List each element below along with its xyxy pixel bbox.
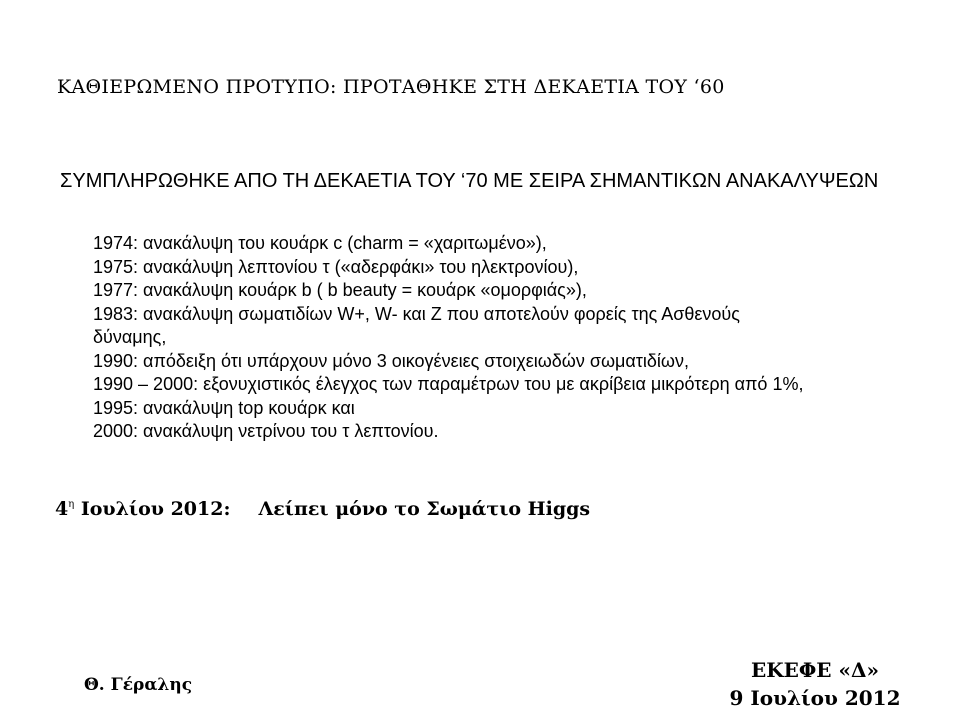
discovery-item-2000	[93, 420, 953, 444]
discovery-item-1990	[93, 350, 953, 374]
event-date: 9 Ιουλίου 2012	[729, 686, 901, 710]
author-name: Θ. Γέραλης	[84, 675, 193, 695]
discoveries-list	[93, 232, 953, 444]
discovery-item-1977	[93, 279, 953, 303]
higgs-statement: Λείπει μόνο το Σωμάτιο Higgs	[258, 498, 591, 520]
discovery-item-1975	[93, 256, 953, 280]
higgs-date-ordinal: η	[68, 499, 75, 510]
event-name: ΕΚΕΦΕ «Δ»	[750, 658, 880, 682]
discovery-text: 1983: ανακάλυψη σωματιδίων W+, W- και Z που αποτελούν φορείς της Ασθενούς	[93, 303, 740, 324]
higgs-date-rest: Ιουλίου 2012:	[80, 498, 231, 520]
discovery-item-1983	[93, 303, 953, 350]
discovery-text: 1977: ανακάλυψη κουάρκ b ( b beauty = κουάρκ «ομορφιάς»),	[93, 280, 587, 300]
higgs-statement-line	[55, 498, 590, 520]
event-block	[720, 656, 910, 712]
discovery-item-1990-2000	[93, 373, 953, 397]
discovery-text: 1995: ανακάλυψη top κουάρκ και	[93, 397, 355, 418]
discovery-text: 2000: ανακάλυψη νετρίνου του τ λεπτονίου.	[93, 421, 439, 441]
discovery-text: 1974: ανακάλυψη του κουάρκ c (charm = «χαριτωμένο»),	[93, 233, 547, 253]
discovery-text: 1975: ανακάλυψη λεπτονίου τ («αδερφάκι» του ηλεκτρονίου),	[93, 256, 579, 277]
discovery-text: 1990: απόδειξη ότι υπάρχουν μόνο 3 οικογένειες στοιχειωδών σωματιδίων,	[93, 350, 689, 371]
discovery-item-1974	[93, 232, 953, 256]
page-subheading: ΣΥΜΠΛΗΡΩΘΗΚΕ ΑΠΟ ΤΗ ΔΕΚΑΕΤΙΑ ΤΟΥ ‘70 ΜΕ ΣΕΙΡΑ ΣΗΜΑΝΤΙΚΩΝ ΑΝΑΚΑΛΥΨΕΩΝ	[60, 170, 879, 192]
page-heading: ΚΑΘΙΕΡΩΜΕΝΟ ΠΡΟΤΥΠΟ: ΠΡΟΤΑΘΗΚΕ ΣΤΗ ΔΕΚΑΕΤΙΑ ΤΟΥ ‘60	[57, 76, 725, 98]
discovery-item-1995	[93, 397, 953, 421]
discovery-text: 1990 – 2000: εξονυχιστικός έλεγχος των παραμέτρων του με ακρίβεια μικρότερη από 1%,	[93, 374, 804, 394]
discovery-text-continuation: δύναμης,	[93, 327, 167, 347]
higgs-date-day: 4	[55, 498, 69, 520]
